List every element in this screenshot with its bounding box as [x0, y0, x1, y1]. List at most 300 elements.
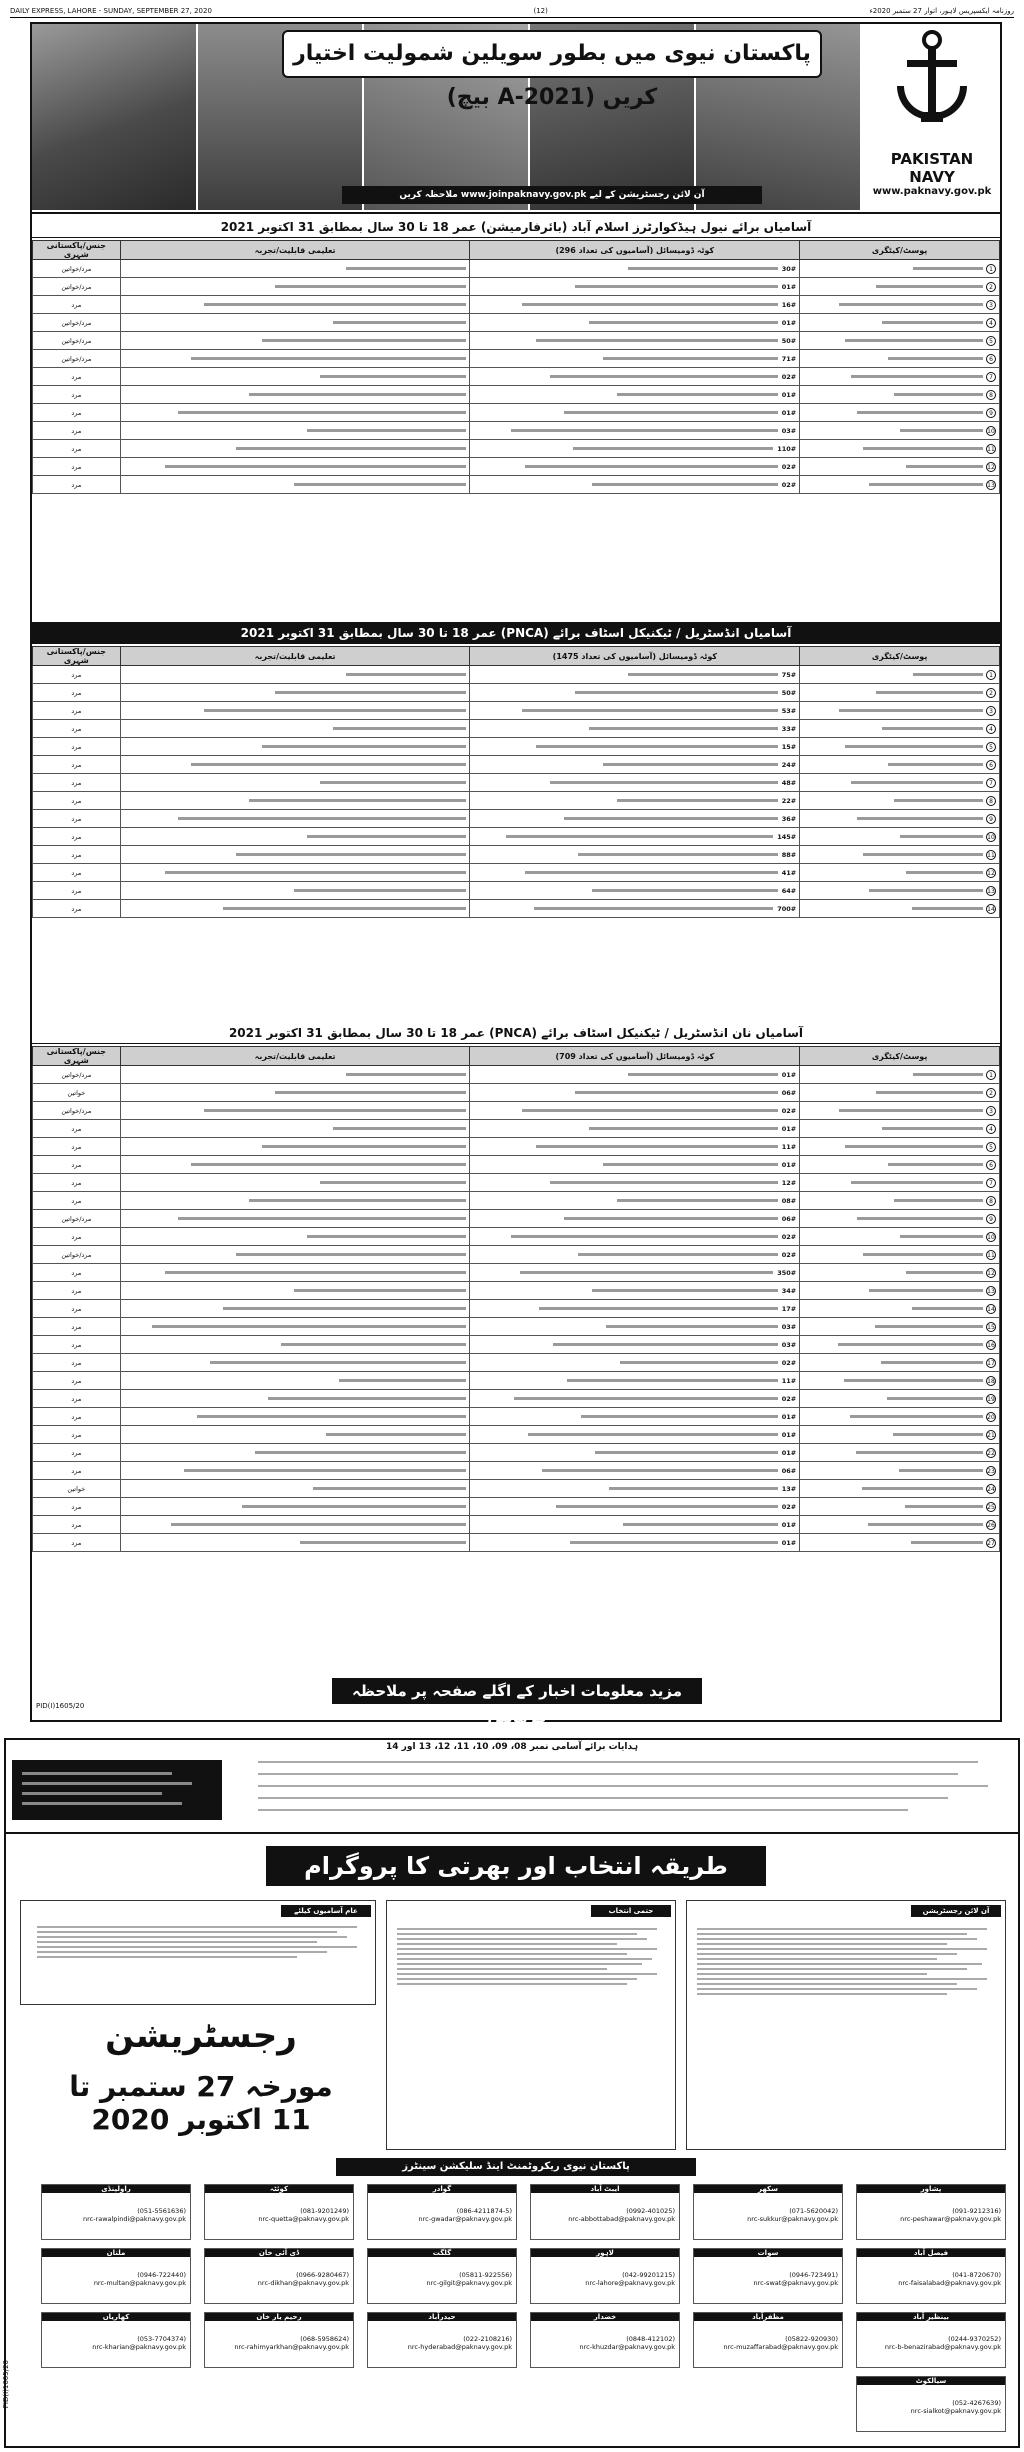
ad-header: [32, 24, 1000, 214]
gender-cell: مرد: [33, 1372, 121, 1390]
qualification-cell: [120, 458, 470, 476]
gender-cell: مرد/خواتین: [33, 1246, 121, 1264]
gender-cell: مرد/خواتین: [33, 1102, 121, 1120]
qualification-cell: [120, 1408, 470, 1426]
center-card: [41, 2184, 191, 2240]
center-email[interactable]: nrc-sukkur@paknavy.gov.pk: [747, 2215, 838, 2223]
center-city: حیدرآباد: [368, 2313, 516, 2321]
gender-cell: مرد: [33, 1174, 121, 1192]
quota-cell: [470, 1444, 800, 1462]
post-count: 01#: [781, 1538, 797, 1547]
center-email[interactable]: nrc-dikhan@paknavy.gov.pk: [257, 2279, 349, 2287]
center-card: [856, 2376, 1006, 2432]
qualification-cell: [120, 882, 470, 900]
quota-cell: [470, 1174, 800, 1192]
post-count: 17#: [781, 1304, 797, 1313]
qualification-cell: [120, 1156, 470, 1174]
qualification-cell: [120, 846, 470, 864]
center-email[interactable]: nrc-lahore@paknavy.gov.pk: [585, 2279, 675, 2287]
row-number: 9: [986, 408, 996, 418]
table-row: [33, 1300, 1000, 1318]
post-count: 03#: [781, 426, 797, 435]
center-city: لاہور: [531, 2249, 679, 2257]
post-count: 02#: [781, 1358, 797, 1367]
quota-cell: [470, 314, 800, 332]
row-number: 11: [987, 445, 995, 453]
post-cell: [800, 1372, 1000, 1390]
post-count: 06#: [781, 1214, 797, 1223]
row-number: 7: [986, 778, 996, 788]
table-row: [33, 882, 1000, 900]
column-header: جنس/پاکستانی شہری: [33, 241, 121, 260]
gender-cell: مرد: [33, 440, 121, 458]
gender-cell: مرد: [33, 738, 121, 756]
center-city: مظفرآباد: [694, 2313, 842, 2321]
center-email[interactable]: nrc-khuzdar@paknavy.gov.pk: [579, 2343, 675, 2351]
center-phone: (068-5958624): [300, 2335, 349, 2343]
center-city: پشاور: [857, 2185, 1005, 2193]
quota-cell: [470, 738, 800, 756]
table-header-row: [33, 1047, 1000, 1066]
center-city: سکھر: [694, 2185, 842, 2193]
post-count: 34#: [781, 1286, 797, 1295]
post-cell: [800, 666, 1000, 684]
quota-cell: [470, 1516, 800, 1534]
row-number: 13: [987, 481, 995, 489]
quota-cell: [470, 1066, 800, 1084]
gender-cell: مرد/خواتین: [33, 1210, 121, 1228]
post-cell: [800, 332, 1000, 350]
column-header: پوسٹ/کیٹگری: [800, 1047, 1000, 1066]
quota-cell: [470, 792, 800, 810]
post-count: 36#: [781, 814, 797, 823]
table-row: [33, 828, 1000, 846]
table-row: [33, 702, 1000, 720]
post-count: 48#: [781, 778, 797, 787]
post-cell: [800, 1084, 1000, 1102]
quota-cell: [470, 422, 800, 440]
table-row: [33, 386, 1000, 404]
general-notes-box: [20, 1900, 376, 2005]
quota-cell: [470, 720, 800, 738]
table-row: [33, 846, 1000, 864]
qualification-cell: [120, 828, 470, 846]
general-notes-head: عام آسامیوں کیلئے: [281, 1905, 371, 1917]
post-count: 01#: [781, 1124, 797, 1133]
gender-cell: مرد: [33, 1408, 121, 1426]
post-count: 06#: [781, 1088, 797, 1097]
table-row: [33, 1228, 1000, 1246]
section3-table: [32, 1046, 1000, 1552]
quota-cell: [470, 774, 800, 792]
post-cell: [800, 1066, 1000, 1084]
quota-cell: [470, 1156, 800, 1174]
row-number: 23: [987, 1467, 995, 1475]
center-phone: (05822-920930): [785, 2335, 838, 2343]
qualification-cell: [120, 720, 470, 738]
quota-cell: [470, 296, 800, 314]
quota-cell: [470, 900, 800, 918]
selection-method-box: [386, 1900, 676, 2150]
post-cell: [800, 702, 1000, 720]
gender-cell: مرد: [33, 1516, 121, 1534]
table-row: [33, 1444, 1000, 1462]
post-count: 15#: [781, 742, 797, 751]
table-row: [33, 1192, 1000, 1210]
pid-code-bottom: PID(I)1605/20: [2, 2360, 10, 2409]
row-number: 1: [986, 670, 996, 680]
qualification-cell: [120, 702, 470, 720]
column-header: کوٹہ ڈومیسائل (آسامیوں کی تعداد 1475): [470, 647, 800, 666]
center-email[interactable]: nrc-b-benazirabad@paknavy.gov.pk: [884, 2343, 1001, 2351]
center-email[interactable]: nrc-sialkot@paknavy.gov.pk: [910, 2407, 1001, 2415]
registration-title: رجسٹریشن: [105, 2016, 297, 2056]
center-phone: (053-7704374): [137, 2335, 186, 2343]
table-row: [33, 1246, 1000, 1264]
qualification-cell: [120, 1102, 470, 1120]
quota-cell: [470, 332, 800, 350]
table-row: [33, 476, 1000, 494]
column-header: تعلیمی قابلیت/تجربہ: [120, 647, 470, 666]
center-email[interactable]: nrc-muzaffarabad@paknavy.gov.pk: [723, 2343, 838, 2351]
qualification-cell: [120, 1210, 470, 1228]
post-count: 06#: [781, 1466, 797, 1475]
post-count: 01#: [781, 390, 797, 399]
post-cell: [800, 458, 1000, 476]
post-count: 02#: [781, 1232, 797, 1241]
center-phone: (086-4211874-5): [456, 2207, 512, 2215]
table-row: [33, 1462, 1000, 1480]
post-count: 01#: [781, 1448, 797, 1457]
table-row: [33, 458, 1000, 476]
gender-cell: مرد: [33, 900, 121, 918]
row-number: 1: [986, 264, 996, 274]
center-phone: (0848-412102): [626, 2335, 675, 2343]
row-number: 5: [986, 336, 996, 346]
row-number: 10: [987, 833, 995, 841]
quota-cell: [470, 702, 800, 720]
post-count: 71#: [781, 354, 797, 363]
quota-cell: [470, 1318, 800, 1336]
post-cell: [800, 1102, 1000, 1120]
center-phone: (0946-723491): [789, 2271, 838, 2279]
anchor-icon: [889, 30, 975, 130]
row-number: 12: [987, 463, 995, 471]
table-row: [33, 332, 1000, 350]
table-row: [33, 296, 1000, 314]
row-number: 2: [986, 282, 996, 292]
post-cell: [800, 476, 1000, 494]
qualification-cell: [120, 368, 470, 386]
center-card: [856, 2184, 1006, 2240]
row-number: 14: [987, 1305, 995, 1313]
quota-cell: [470, 404, 800, 422]
row-number: 13: [987, 887, 995, 895]
row-number: 11: [987, 1251, 995, 1259]
qualification-cell: [120, 864, 470, 882]
center-phone: (081-9201249): [300, 2207, 349, 2215]
table-row: [33, 1120, 1000, 1138]
column-header: کوٹہ ڈومیسائل (آسامیوں کی تعداد 709): [470, 1047, 800, 1066]
gender-cell: مرد: [33, 1156, 121, 1174]
center-city: خضدار: [531, 2313, 679, 2321]
qualification-cell: [120, 810, 470, 828]
quota-cell: [470, 1264, 800, 1282]
qualification-cell: [120, 404, 470, 422]
center-phone: (05811-922556): [459, 2271, 512, 2279]
center-email[interactable]: nrc-rahimyarkhan@paknavy.gov.pk: [234, 2343, 349, 2351]
more-info-banner: مزید معلومات اخبار کے اگلے صفحہ پر ملاحظہ فرمائیں: [332, 1678, 702, 1704]
post-count: 88#: [781, 850, 797, 859]
post-count: 350#: [777, 1268, 797, 1277]
table-row: [33, 810, 1000, 828]
post-count: 30#: [781, 264, 797, 273]
table-row: [33, 1336, 1000, 1354]
post-cell: [800, 1354, 1000, 1372]
qualification-cell: [120, 314, 470, 332]
post-cell: [800, 1498, 1000, 1516]
center-email[interactable]: nrc-gwadar@paknavy.gov.pk: [418, 2215, 512, 2223]
table-row: [33, 1174, 1000, 1192]
center-email[interactable]: nrc-kharian@paknavy.gov.pk: [92, 2343, 186, 2351]
post-count: 02#: [781, 480, 797, 489]
gender-cell: مرد: [33, 476, 121, 494]
center-email[interactable]: nrc-faisalabad@paknavy.gov.pk: [898, 2279, 1001, 2287]
table-row: [33, 756, 1000, 774]
center-email[interactable]: nrc-peshawar@paknavy.gov.pk: [900, 2215, 1001, 2223]
post-cell: [800, 1120, 1000, 1138]
selection-program-ad: [4, 1738, 1020, 2448]
row-number: 3: [986, 1106, 996, 1116]
gender-cell: مرد: [33, 1228, 121, 1246]
table-row: [33, 1354, 1000, 1372]
gender-cell: مرد: [33, 1426, 121, 1444]
center-city: فیصل آباد: [857, 2249, 1005, 2257]
qualification-cell: [120, 1426, 470, 1444]
gender-cell: مرد: [33, 1444, 121, 1462]
center-email[interactable]: nrc-hyderabad@paknavy.gov.pk: [407, 2343, 512, 2351]
center-card: [530, 2312, 680, 2368]
gender-cell: مرد: [33, 296, 121, 314]
row-number: 17: [987, 1359, 995, 1367]
row-number: 1: [986, 1070, 996, 1080]
gender-cell: مرد: [33, 458, 121, 476]
row-number: 26: [987, 1521, 995, 1529]
gender-cell: مرد/خواتین: [33, 1066, 121, 1084]
post-cell: [800, 1408, 1000, 1426]
table-row: [33, 1264, 1000, 1282]
quota-cell: [470, 1354, 800, 1372]
center-phone: (0946-722440): [137, 2271, 186, 2279]
row-number: 4: [986, 724, 996, 734]
row-number: 19: [987, 1395, 995, 1403]
center-phone: (022-2108216): [463, 2335, 512, 2343]
table-row: [33, 404, 1000, 422]
instructions-title: ہدایات برائے آسامی نمبر 08، 09، 10، 11، 12، 13 اور 14: [386, 1742, 638, 1752]
section1-table: [32, 240, 1000, 494]
gender-cell: مرد/خواتین: [33, 278, 121, 296]
center-phone: (0992-401025): [626, 2207, 675, 2215]
row-number: 7: [986, 1178, 996, 1188]
qualification-cell: [120, 260, 470, 278]
center-phone: (0966-9280467): [296, 2271, 349, 2279]
row-number: 12: [987, 869, 995, 877]
row-number: 22: [987, 1449, 995, 1457]
logo-url: www.paknavy.gov.pk: [872, 186, 992, 197]
logo-label: PAKISTAN NAVY: [890, 150, 974, 186]
section2-title: آسامیاں انڈسٹریل / ٹیکنیکل اسٹاف برائے (PNCA) عمر 18 تا 30 سال بمطابق 31 اکتوبر 2021: [32, 622, 1000, 644]
gender-cell: مرد: [33, 666, 121, 684]
table-row: [33, 1516, 1000, 1534]
row-number: 8: [986, 390, 996, 400]
post-cell: [800, 1426, 1000, 1444]
center-email[interactable]: nrc-multan@paknavy.gov.pk: [93, 2279, 186, 2287]
quota-cell: [470, 1336, 800, 1354]
post-cell: [800, 1264, 1000, 1282]
post-cell: [800, 260, 1000, 278]
table-row: [33, 1282, 1000, 1300]
center-phone: (041-8720670): [952, 2271, 1001, 2279]
center-email[interactable]: nrc-rawalpindi@paknavy.gov.pk: [82, 2215, 186, 2223]
topbar-page-number: (12): [533, 6, 548, 15]
quota-cell: [470, 1462, 800, 1480]
row-number: 5: [986, 1142, 996, 1152]
post-cell: [800, 774, 1000, 792]
quota-cell: [470, 1120, 800, 1138]
qualification-cell: [120, 1498, 470, 1516]
gender-cell: مرد: [33, 756, 121, 774]
post-cell: [800, 1444, 1000, 1462]
table-row: [33, 368, 1000, 386]
post-count: 01#: [781, 318, 797, 327]
table-row: [33, 684, 1000, 702]
gender-cell: مرد/خواتین: [33, 350, 121, 368]
quota-cell: [470, 810, 800, 828]
gender-cell: مرد: [33, 1138, 121, 1156]
qualification-cell: [120, 296, 470, 314]
qualification-cell: [120, 792, 470, 810]
online-registration-head: آن لائن رجسٹریشن: [911, 1905, 1001, 1917]
qualification-cell: [120, 1462, 470, 1480]
quota-cell: [470, 1498, 800, 1516]
post-count: 01#: [781, 282, 797, 291]
center-city: راولپنڈی: [42, 2185, 190, 2193]
row-number: 6: [986, 1160, 996, 1170]
post-count: 11#: [781, 1376, 797, 1385]
qualification-cell: [120, 1228, 470, 1246]
qualification-cell: [120, 476, 470, 494]
qualification-cell: [120, 1480, 470, 1498]
qualification-cell: [120, 1300, 470, 1318]
post-count: 145#: [777, 832, 797, 841]
quota-cell: [470, 1408, 800, 1426]
center-city: کھاریاں: [42, 2313, 190, 2321]
center-city: گلگت: [368, 2249, 516, 2257]
post-count: 02#: [781, 1106, 797, 1115]
center-email[interactable]: nrc-gilgit@paknavy.gov.pk: [426, 2279, 512, 2287]
gender-cell: مرد: [33, 1354, 121, 1372]
quota-cell: [470, 476, 800, 494]
row-number: 16: [987, 1341, 995, 1349]
row-number: 2: [986, 688, 996, 698]
post-cell: [800, 828, 1000, 846]
column-header: جنس/پاکستانی شہری: [33, 647, 121, 666]
row-number: 15: [987, 1323, 995, 1331]
post-cell: [800, 900, 1000, 918]
center-email[interactable]: nrc-quetta@paknavy.gov.pk: [258, 2215, 349, 2223]
center-phone: (042-99201215): [622, 2271, 675, 2279]
center-city: بینظیر آباد: [857, 2313, 1005, 2321]
quota-cell: [470, 1300, 800, 1318]
gender-cell: مرد: [33, 720, 121, 738]
post-count: 01#: [781, 1430, 797, 1439]
quota-cell: [470, 1426, 800, 1444]
row-number: 9: [986, 814, 996, 824]
post-cell: [800, 278, 1000, 296]
center-email[interactable]: nrc-swat@paknavy.gov.pk: [753, 2279, 838, 2287]
table-row: [33, 1534, 1000, 1552]
qualification-cell: [120, 1264, 470, 1282]
qualification-cell: [120, 386, 470, 404]
gender-cell: مرد: [33, 684, 121, 702]
post-count: 33#: [781, 724, 797, 733]
quota-cell: [470, 666, 800, 684]
table-row: [33, 260, 1000, 278]
post-count: 02#: [781, 1250, 797, 1259]
gender-cell: مرد: [33, 792, 121, 810]
table-row: [33, 422, 1000, 440]
quota-cell: [470, 846, 800, 864]
post-cell: [800, 846, 1000, 864]
quota-cell: [470, 1138, 800, 1156]
gender-cell: خواتین: [33, 1084, 121, 1102]
table-row: [33, 1138, 1000, 1156]
post-count: 64#: [781, 886, 797, 895]
row-number: 2: [986, 1088, 996, 1098]
quota-cell: [470, 1390, 800, 1408]
center-city: رحیم یار خان: [205, 2313, 353, 2321]
center-card: [367, 2248, 517, 2304]
qualification-cell: [120, 1390, 470, 1408]
gender-cell: مرد: [33, 828, 121, 846]
row-number: 20: [987, 1413, 995, 1421]
post-count: 11#: [781, 1142, 797, 1151]
table-row: [33, 774, 1000, 792]
post-cell: [800, 404, 1000, 422]
post-cell: [800, 1138, 1000, 1156]
post-cell: [800, 864, 1000, 882]
row-number: 24: [987, 1485, 995, 1493]
center-email[interactable]: nrc-abbottabad@paknavy.gov.pk: [568, 2215, 675, 2223]
selection-method-head: حتمی انتخاب: [591, 1905, 671, 1917]
column-header: تعلیمی قابلیت/تجربہ: [120, 1047, 470, 1066]
post-cell: [800, 1390, 1000, 1408]
quota-cell: [470, 1228, 800, 1246]
post-count: 01#: [781, 1160, 797, 1169]
instructions-box: [6, 1740, 1018, 1834]
qualification-cell: [120, 774, 470, 792]
post-count: 24#: [781, 760, 797, 769]
quota-cell: [470, 260, 800, 278]
post-cell: [800, 368, 1000, 386]
center-city: سیالکوٹ: [857, 2377, 1005, 2385]
table-row: [33, 1390, 1000, 1408]
pid-code: PID(I)1605/20: [36, 1702, 85, 1710]
gender-cell: مرد: [33, 1264, 121, 1282]
post-cell: [800, 1336, 1000, 1354]
post-count: 110#: [777, 444, 797, 453]
pakistan-navy-logo: [870, 30, 994, 206]
